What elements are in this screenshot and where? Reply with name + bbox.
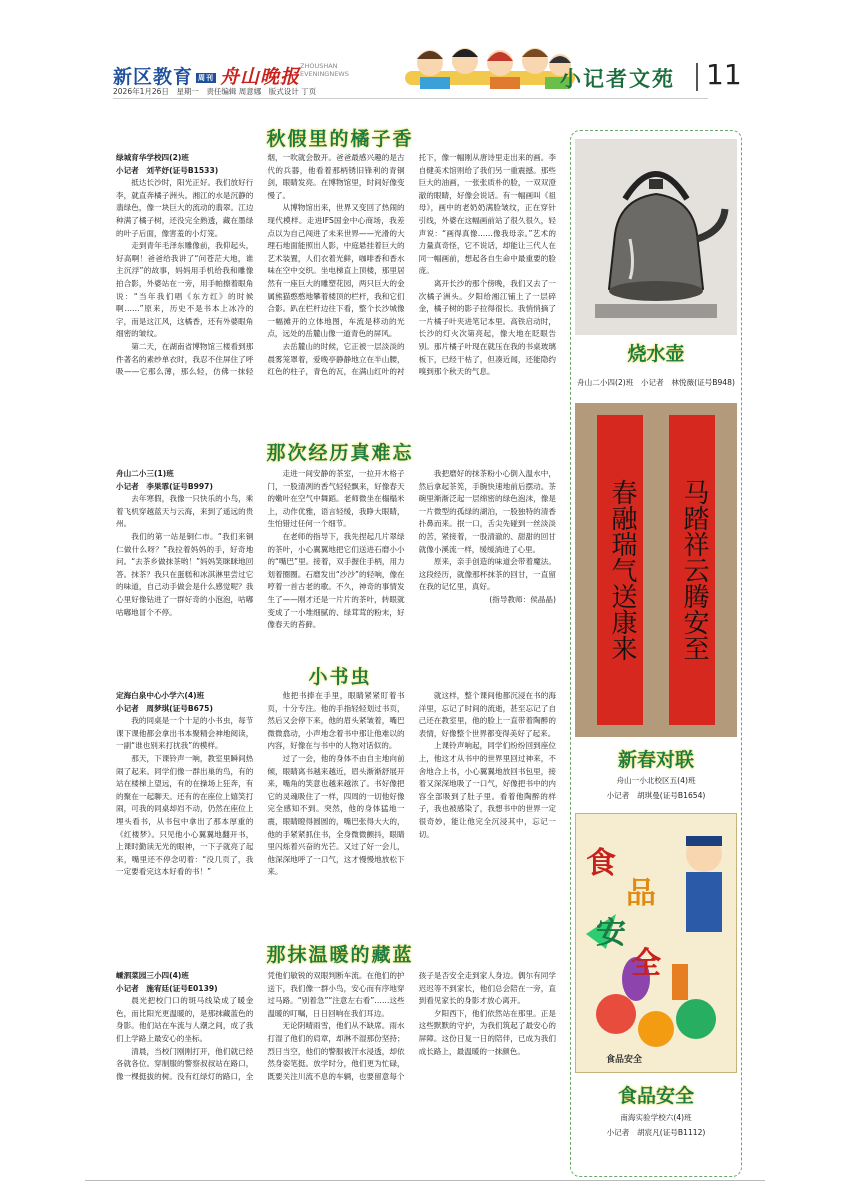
artwork-title-kettle: 烧水壶 <box>627 343 685 365</box>
artwork-sidebar <box>570 130 742 1177</box>
paragraph: 那天，下课铃声一响，教室里瞬间热闹了起来。同学们像一群出巢的鸟，有的站在楼梯上望远，有的在操场上狂奔，有的聚在一起聊天。还有的在座位上嬉笑打闹，可我的同桌却岿不动，仍然在座位上埋头看书，从书包中拿出了那本厚重的《红楼梦》。只见他小心翼翼地翻开书，上课时勤读无光的眼神，一下子就亮了起来，嘴里还不停念叨着：“没几页了，我一定要看完这本好看的书！” <box>116 753 254 877</box>
paragraph: 走到青年毛泽东雕像前，我仰起头，好高啊！爸爸给我讲了“问苍茫大地，谁主沉浮”的故事，妈妈用手机给我和雕像拍合影，外婆站在一旁，用手帕擦着眼角说：“当年我们唱《东方红》的时候啊……”原来，历史不是书本上冰冷的字，而是这江风，这橘香，还有外婆眼角细密的皱纹。 <box>116 241 254 339</box>
paragraph: 我们的第一站是铜仁市。“我们来铜仁做什么呀？”我拉着妈妈的手，好奇地问。“去茶乡做抹茶哟！”妈妈笑眯眯地回答。抹茶？我只在蛋糕和冰淇淋里尝过它的味道，自己动手做会是什么感觉呢？我心里好像钻进了一群好奇的小泡泡，咕嘟咕嘟地冒个不停。 <box>116 531 254 617</box>
paragraph: 夕阳西下，他们依然站在那里。正是这些默默的守护，为我们筑起了最安心的屏障。这份日复一日的陪伴，已成为我们成长路上，最温暖的一抹颜色。 <box>418 1008 556 1056</box>
artwork-title-food-safety: 食品安全 <box>617 1085 694 1107</box>
paragraph: 去岳麓山的时候，它正被一层淡淡的晨雾笼罩着，爱晚亭静静地立在半山腰，红色的柱子，青色的瓦，在满山红叶的衬托下，像一幅刚从唐诗里走出来的画。李自健美术馆则给了我们另一重震撼。那些巨大的油画，一张张质朴的脸，一双双澄澈的眼睛，好像会说话。有一幅画叫《祖母》，画中的老奶奶满脸皱纹，正在穿针引线，外婆在这幅画前站了很久很久，轻声说：“画得真像……像我母亲。”艺术的力量真奇怪，它不说话，却能让三代人在同一幅画前，想起各自生命中最重要的脸庞。 <box>267 153 556 377</box>
issue-info: 2026年1月26日 星期一 责任编辑 周意娜 版式设计 丁页 <box>113 87 317 96</box>
paper-english-name: ZHOUSHAN EVENINGNEWS <box>300 62 349 78</box>
article-school: 嵊泗菜园三小四(4)班 <box>116 971 189 980</box>
paragraph: 无论阴晴雨雪，他们从不缺席。雨水打湿了他们的肩章，却淋不湿那份坚持；烈日当空，他们的警服被汗水浸透，却依然身姿笔挺。放学时分，他们更为忙碌，既要关注川流不息的车辆，也要留意每个孩子是否安全走到家人身边。偶尔有同学迟迟等不到家长，他们总会陪在一旁，直到看见家长的身影才放心离开。 <box>267 971 556 1081</box>
article-body-experience <box>116 468 556 656</box>
paragraph: 原来，亲手创造的味道会带着魔法。这段经历，就像那杯抹茶的回甘，一直留在我的记忆里，真好。 <box>418 557 556 592</box>
artwork-credit-couplet: 小记者 胡琪曼(证号B1654) <box>606 791 706 800</box>
section-logo: 新区教育 <box>113 66 194 88</box>
paragraph: 我的同桌是一个十足的小书虫，每节课下课他都会拿出书本聚精会神地阅读，一副“谁也别来打扰我”的模样。 <box>116 716 254 751</box>
column-title: 小记者文苑 <box>560 67 675 91</box>
paragraph: 第二天，在湖南省博物馆三楼看到那件著名的素纱单衣时，我忍不住屏住了呼吸——它那么薄，那么轻，仿佛一抹轻烟，一吹就会散开。爸爸最感兴趣的是古代的兵器，他看着那柄锈旧锋利的青铜剑，眼睛发亮。在博物馆里，时间好像变慢了。 <box>116 153 405 377</box>
poster-char-3: 安 <box>596 916 626 951</box>
article-reporter: 小记者 刘芊妤(证号B1533) <box>116 165 219 175</box>
paragraph: 我把磨好的抹茶粉小心倒入温水中，然后拿起茶筅，手腕快速地前后摆动。茶碗里渐渐泛起一层绵密的绿色泡沫，像是一片微型的孤绿的湖泊，一股独特的清香扑鼻而来。抿一口，舌尖先碰到一丝淡淡的苦，紧接着，一股清澈的、甜甜的回甘就像小溪流一样，缓缓淌进了心里。 <box>418 469 556 554</box>
masthead-logo <box>113 62 300 89</box>
kettle-drawing-icon <box>575 139 737 335</box>
paragraph: 他把书捧在手里，眼睛紧紧盯着书页，十分专注。他的手指轻轻划过书页，然后又会停下来，他的眉头紧皱着，嘴巴微微翕动，小声地念着书中那让他难以的内容，好像在与书中的人物对话似的。 <box>267 691 405 751</box>
title-separator <box>696 63 698 91</box>
advisor-signature: (指导教师：侯晶晶) <box>489 594 556 604</box>
article-body-autumn <box>116 152 556 434</box>
article-school: 绿城育华学校四(2)班 <box>116 153 189 162</box>
paragraph: 离开长沙的那个傍晚，我们又去了一次橘子洲头。夕阳给湘江铺上了一层碎金，橘子树的影子拉得很长。我悄悄摘了一片橘子叶夹进笔记本里。高铁启动时，长沙的灯火次第亮起，像大地在眨眼告别。那片橘子叶现在就压在我的书桌玻璃板下，已经干枯了，但凑近闻，还能隐约嗅到那个秋天的气息。 <box>418 278 556 377</box>
couplet-left-scroll: 春融瑞气送康来 <box>597 415 643 725</box>
paragraph: 在老师的指导下，我先捏起几片翠绿的茶叶，小心翼翼地把它们送进石磨小小的“嘴巴”里。接着，双手握住手柄，用力划着圈圈。石磨发出“沙沙”的轻响，像在哼着一首古老的歌。不久，神奇的事情发生了——刚才还是一片片的茶叶，转眼就变成了一小堆细腻的、绿茸茸的粉末，好像春天的苔藓。 <box>267 531 405 630</box>
poster-char-2: 品 <box>626 876 656 911</box>
paragraph: 清晨，当校门刚刚打开，他们就已经各就各位。穿制服的警察叔叔站在路口，像一棵挺拔的树。没有红绿灯的路口，全凭他们敏锐的双眼判断车流。在他们的护送下，我们像一群小鸟，安心而有序地穿过马路。“别着急”“注意左右看”……这些温暖的叮嘱，日日回响在我们耳边。 <box>116 971 405 1081</box>
article-reporter: 小记者 施宥廷(证号E0139) <box>116 983 218 993</box>
paragraph: 去年寒假，我像一只快乐的小鸟，乘着飞机穿越蓝天与云海，来到了遥远的贵州。 <box>116 494 254 529</box>
footer-divider <box>85 1180 765 1181</box>
paragraph: 抵达长沙时，阳光正好。我们放好行李，就直奔橘子洲头。湘江的水是沉静的翡绿色，像一块巨大的流动的翡翠。江边种满了橘子树，还没完全熟透，藏在墨绿的叶子后面，像害羞的小灯笼。 <box>116 178 254 238</box>
article-school: 舟山二小三(1)班 <box>116 469 174 478</box>
article-reporter: 小记者 周梦琪(证号B675) <box>116 703 213 713</box>
artwork-credit-kettle: 舟山二小四(2)班 小记者 林悦薇(证号B948) <box>577 378 735 387</box>
paragraph: 就这样，整个课间他都沉浸在书的海洋里，忘记了时间的流逝，甚至忘记了自己还在教室里，他的脸上一直带着陶醉的表情，好像整个世界都变得美好了起来。 <box>418 691 556 738</box>
article-school: 定海白泉中心小学六(4)班 <box>116 691 205 700</box>
paragraph: 晨光把校门口的斑马线染成了暖金色，而比阳光更温暖的，是那抹藏蓝色的身影。他们站在车流与人潮之间，成了我们上学路上最安心的坐标。 <box>116 996 254 1043</box>
weekly-tag: 周刊 <box>198 73 215 82</box>
poster-char-4: 全 <box>631 946 661 981</box>
poster-caption: 食品安全 <box>606 1055 643 1065</box>
article-title-bookworm: 小书虫 <box>308 666 372 688</box>
page-number: 11 <box>706 58 742 91</box>
couplet-right-scroll: 马踏祥云腾安至 <box>669 415 715 725</box>
artwork-school-couplet: 舟山一小北校区五(4)班 <box>616 776 696 785</box>
header-divider <box>113 98 708 99</box>
article-reporter: 小记者 李果霏(证号B997) <box>116 481 213 491</box>
food-safety-poster <box>575 813 737 1073</box>
kids-illustration-icon <box>395 43 585 95</box>
artwork-credit-food-safety: 小记者 胡宸凡(证号B1112) <box>606 1128 706 1137</box>
paragraph: 上课铃声响起，同学们纷纷回到座位上，他这才从书中的世界里回过神来，不舍地合上书，小心翼翼地放回书包里，接着又深深地吸了一口气，好像把书中的内容全部吸到了肚子里。看着他陶醉的样子，我也被感染了，我想书中的世界一定很奇妙，能让他完全沉浸其中，忘记一切。 <box>418 741 556 839</box>
paper-name: 舟山晚报 <box>220 66 301 88</box>
paragraph: 过了一会，他的身体不由自主地向前倾，眼睛离书越来越近，眉头渐渐舒展开来，嘴角的笑意也越来越浓了。书好像把它的灵魂吸住了一样，四周的一切他好像完全感知不到。突然，他的身体猛地一震，眼睛瞪得圆圆的，嘴巴张得大大的，他的手紧紧抓住书，全身微微颤抖，眼睛里闪烁着兴奋的光芒。又过了好一会儿，他深深地呼了一口气，这才慢慢地放松下来。 <box>267 753 405 877</box>
article-title-autumn: 秋假里的橘子香 <box>266 128 414 150</box>
paragraph: 从博物馆出来，世界又变回了热闹的现代模样。走进IFS国金中心商场，我差点以为自己闯进了未来世界——光滑的大理石地面能照出人影，中庭悬挂着巨大的艺术装置，人们衣着光鲜，咖啡香和香水味在空中交织。坐电梯直上顶楼，那里居然有一座巨大的雕塑花园，两只巨大的金属熊猫憨憨地攀着楼顶的栏杆，我和它们合影。趴在栏杆边往下看，整个长沙城像一幅摊开的立体地图，车流是移动的光点，远处的岳麓山像一道青色的屏风。 <box>267 203 405 339</box>
paragraph: 走进一间安静的茶室，一拉开木格子门，一股清冽的香气轻轻飘来，好像春天的嫩叶在空气中舞蹈。老师微坐在榻榻米上，动作优雅，语言轻缓，我睁大眼睛，生怕错过任何一个细节。 <box>267 469 405 529</box>
article-body-bookworm <box>116 690 556 934</box>
article-title-experience: 那次经历真难忘 <box>266 442 414 464</box>
couplet-artwork <box>575 403 737 737</box>
artwork-school-food-safety: 南海实验学校六(4)班 <box>620 1113 692 1122</box>
poster-char-1: 食 <box>586 846 616 881</box>
artwork-title-couplet: 新春对联 <box>617 749 694 771</box>
article-title-navy-blue: 那抹温暖的藏蓝 <box>266 944 414 966</box>
article-body-navy-blue <box>116 970 556 1170</box>
